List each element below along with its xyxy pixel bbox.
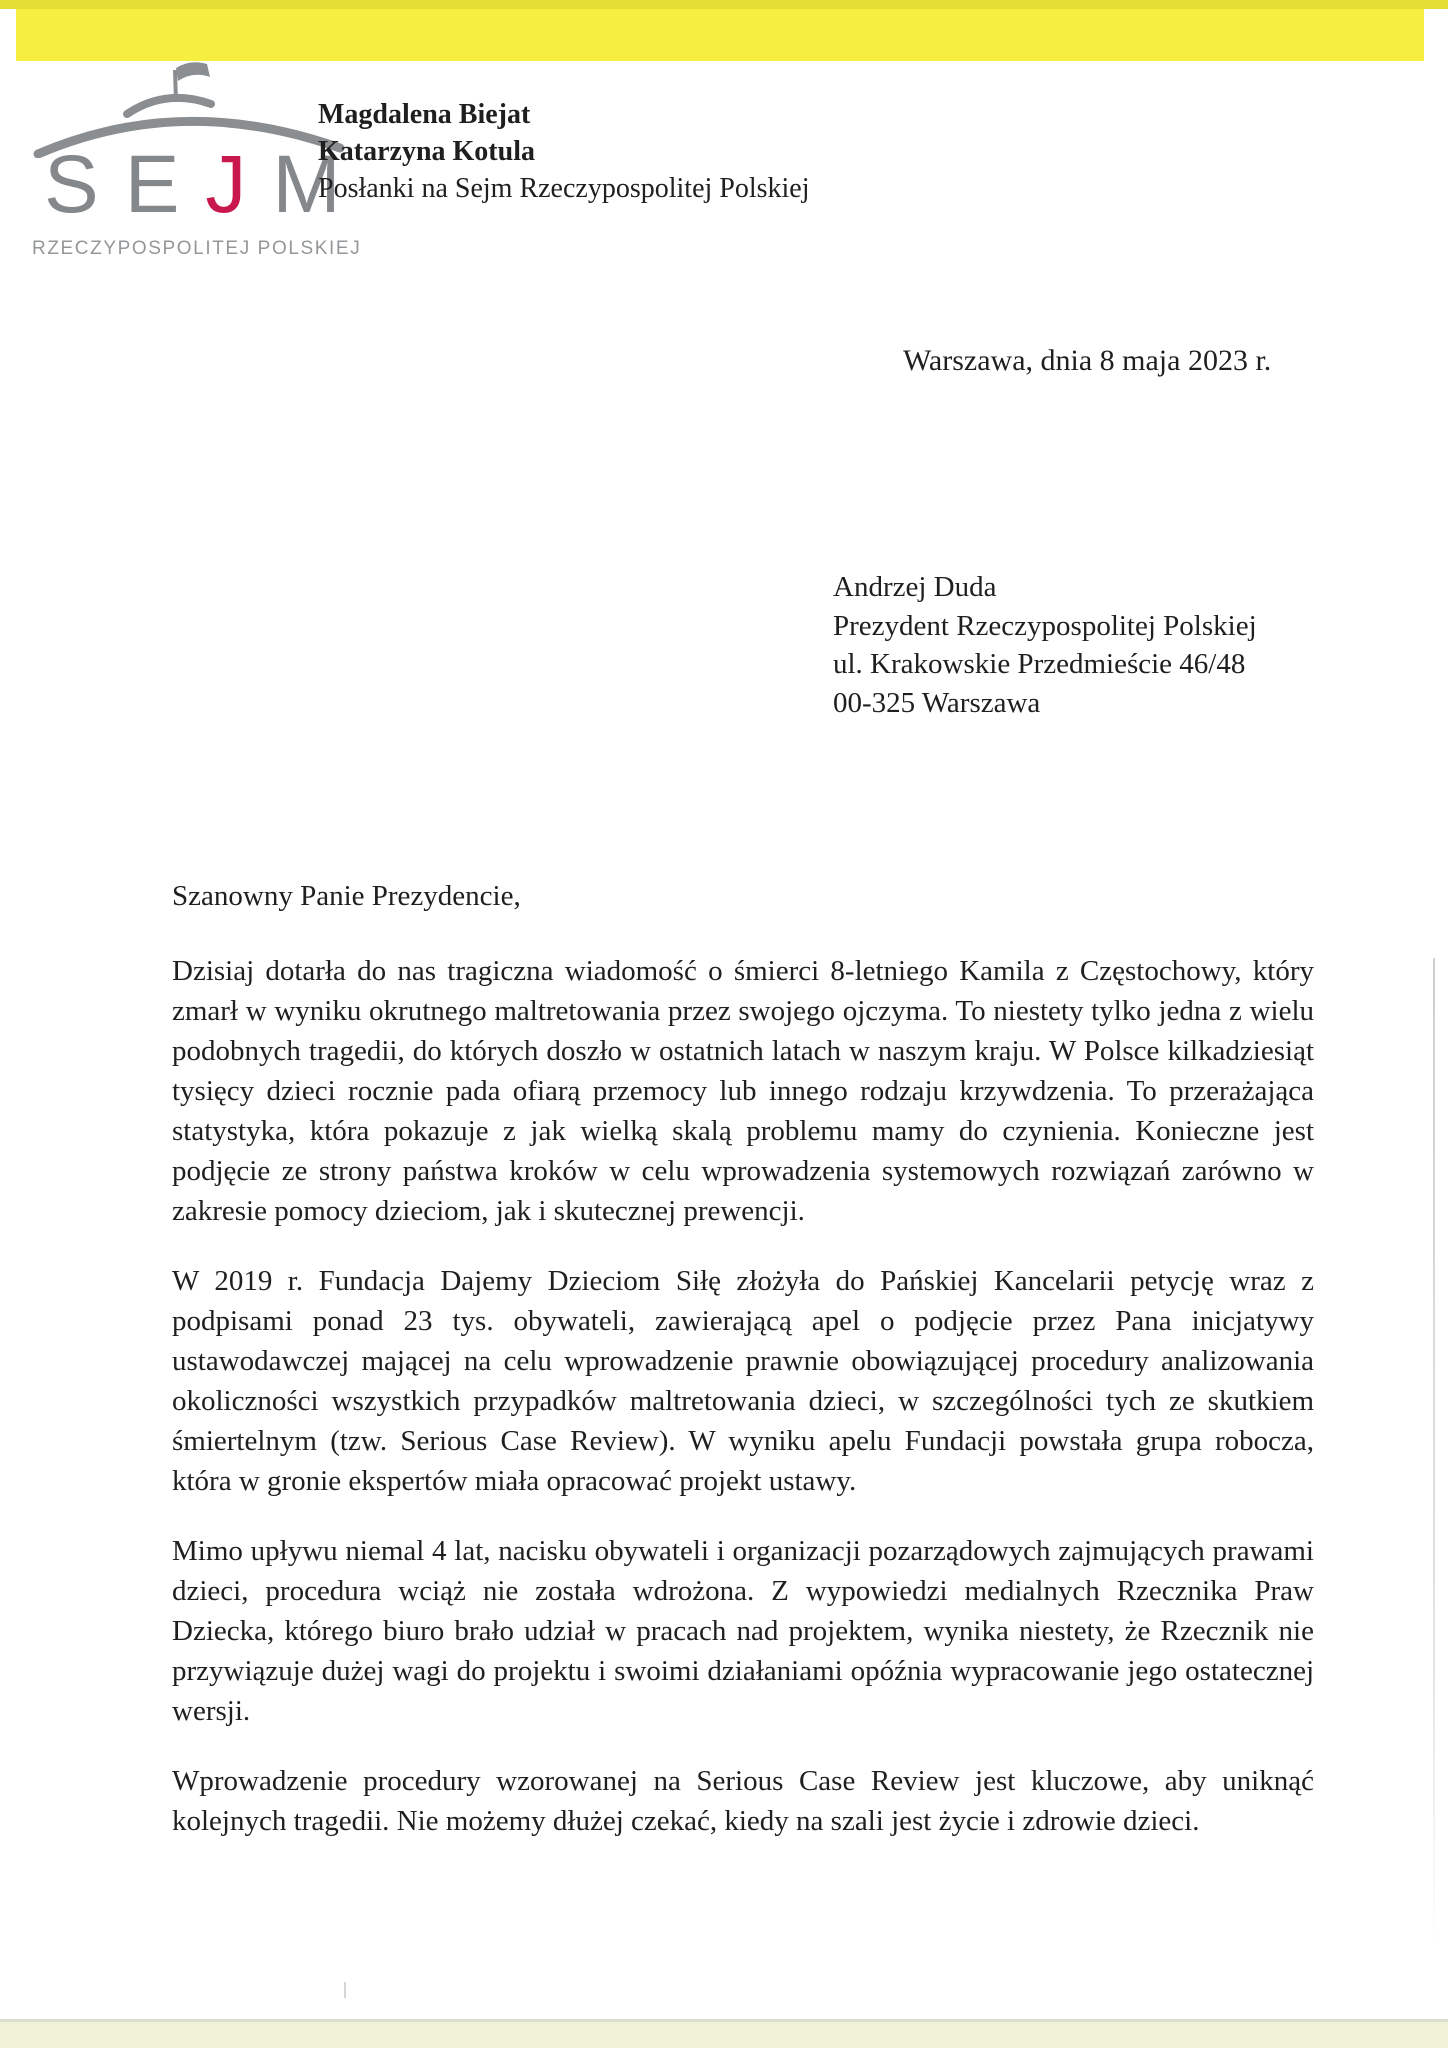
highlight-bar-top-edge: [0, 0, 1448, 9]
logo-letter-j: J: [205, 139, 247, 230]
recipient-city: 00-325 Warszawa: [833, 686, 1041, 719]
dateline: Warszawa, dnia 8 maja 2023 r.: [903, 344, 1272, 377]
salutation: Szanowny Panie Prezydencie,: [172, 880, 521, 912]
sejm-logo-letters: [30, 139, 360, 230]
highlight-bar-top: [16, 9, 1424, 61]
sejm-logo: [30, 58, 360, 260]
recipient-title: Prezydent Rzeczypospolitej Polskiej: [833, 609, 1257, 642]
sender-role: Posłanki na Sejm Rzeczypospolitej Polskiej: [318, 173, 810, 204]
recipient-street: ul. Krakowskie Przedmieście 46/48: [833, 648, 1246, 680]
logo-letter-e: E: [124, 139, 180, 230]
sender-block: [318, 96, 810, 207]
letter-paragraph-1: Dzisiaj dotarła do nas tragiczna wiadomość o śmierci 8-letniego Kamila z Częstochowy, który zmarł w wyniku okrutnego maltretowania przez swojego ojczyma. To niestety tylko jedna z wielu podobnych tragedii, do których doszło w ostatnich latach w naszym kraju. W Polsce kilkadziesiąt tysięcy dzieci rocznie pada ofiarą przemocy lub innego rodzaju krzywdzenia. To przerażająca statystyka, która pokazuje z jak wielką skalą problemu mamy do czynienia. Konieczne jest podjęcie ze strony państwa kroków w celu wprowadzenia systemowych rozwiązań zarówno w zakresie pomocy dzieciom, jak i skutecznej prewencji.: [172, 955, 1314, 1227]
scan-artifact: [344, 1982, 346, 1998]
sender-name-1: Magdalena Biejat: [318, 99, 531, 130]
letter-body: [172, 876, 1314, 1871]
recipient-address: [833, 568, 1257, 722]
highlight-bar-bottom: [0, 2019, 1448, 2048]
letter-paragraph-2: W 2019 r. Fundacja Dajemy Dzieciom Siłę złożyła do Pańskiej Kancelarii petycję wraz z podpisami ponad 23 tys. obywateli, zawierającą apel o podjęcie przez Pana inicjatywy ustawodawczej mającej na celu wprowadzenie prawnie obowiązującej procedury analizowania okoliczności wszystkich przypadków maltretowania dzieci, w szczególności tych ze skutkiem śmiertelnym (tzw. Serious Case Review). W wyniku apelu Fundacji powstała grupa robocza, która w gronie ekspertów miała opracować projekt ustawy.: [172, 1265, 1314, 1497]
logo-letter-s: S: [44, 139, 99, 230]
logo-letter-m: M: [272, 139, 341, 230]
sender-name-2: Katarzyna Kotula: [318, 136, 535, 167]
logo-subtitle: RZECZYPOSPOLITEJ POLSKIEJ: [32, 238, 362, 259]
recipient-name: Andrzej Duda: [833, 571, 997, 603]
letter-paragraph-3: Mimo upływu niemal 4 lat, nacisku obywateli i organizacji pozarządowych zajmujących prawami dzieci, procedura wciąż nie została wdrożona. Z wypowiedzi medialnych Rzecznika Praw Dziecka, którego biuro brało udział w pracach nad projektem, wynika niestety, że Rzecznik nie przywiązuje dużej wagi do projektu i swoimi działaniami opóźnia wypracowanie jego ostatecznej wersji.: [172, 1535, 1314, 1727]
scan-edge-line: [1433, 958, 1435, 1948]
letter-paragraph-4: Wprowadzenie procedury wzorowanej na Serious Case Review jest kluczowe, aby uniknąć kolejnych tragedii. Nie możemy dłużej czekać, kiedy na szali jest życie i zdrowie dzieci.: [172, 1765, 1314, 1837]
